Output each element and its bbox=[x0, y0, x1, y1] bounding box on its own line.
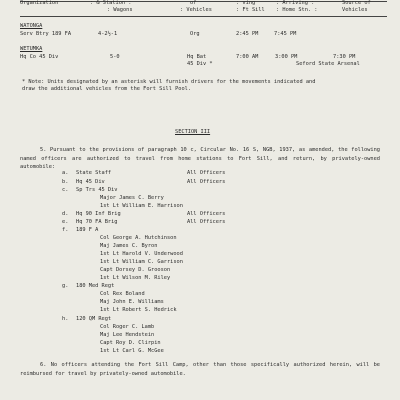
watonga-wagons: 4-2½-1 bbox=[98, 31, 118, 37]
item-unit-h: 120 QM Regt bbox=[76, 316, 112, 322]
header-col-wagons: : Wagons bbox=[107, 7, 133, 13]
f-name-1: Col George A. Hutchinson bbox=[100, 235, 177, 241]
item-unit-a: State Staff bbox=[76, 170, 112, 176]
item-unit-b: Hq 45 Div bbox=[76, 179, 105, 185]
item-auth-b: All Officers bbox=[187, 179, 226, 185]
wetumka-arrive-ftsill: 3:00 PM bbox=[275, 54, 298, 60]
asterisk-note: * Note: Units designated by an asterisk will furnish drivers for the movements indicated and draw the additional vehicles from the Fort Sill Pool. bbox=[22, 79, 316, 93]
header-top-rule bbox=[20, 1, 387, 2]
paragraph-5: 5. Pursuant to the provisions of paragraph 10 c, Circular No. 16 S, NGB, 1937, as amended, the following named officers are authorized to travel from home stations to Fort Sill, and return, by privately-owned automobile: bbox=[20, 147, 380, 171]
section-iii-heading: SECTION III bbox=[175, 129, 211, 135]
header-col-source-vehicles: Vehicles bbox=[342, 7, 368, 13]
wetumka-leave: 7:00 AM bbox=[236, 54, 259, 60]
f-name-2: Maj James C. Byron bbox=[100, 243, 158, 249]
watonga-unit: Serv Btry 189 FA bbox=[20, 31, 72, 37]
item-auth-d: All Officers bbox=[187, 211, 226, 217]
f-name-6: 1st Lt Wilson M. Riley bbox=[100, 275, 171, 281]
watonga-vehicles: Org bbox=[190, 31, 200, 37]
paragraph-6: 6. No officers attending the Fort Sill Camp, other than those specifically authorized herein, will be reimbursed for travel by privately-owned automobile. bbox=[20, 362, 380, 377]
header-col-organization: Organization bbox=[20, 0, 59, 6]
header-col-vehicles: : Vehicles bbox=[180, 7, 212, 13]
g-name-2: Maj John E. Williams bbox=[100, 299, 164, 305]
section-watonga-title: WATONGA bbox=[20, 23, 43, 29]
item-letter-c: c. bbox=[62, 187, 69, 193]
watonga-arrive: 7:45 PM bbox=[274, 31, 297, 37]
item-unit-d: Hq 90 Inf Brig bbox=[76, 211, 121, 217]
item-letter-a: a. bbox=[62, 170, 69, 176]
g-name-3: 1st Lt Robert S. Hedrick bbox=[100, 307, 177, 313]
header-col-arriving: : Arriving : bbox=[276, 0, 315, 6]
item-letter-f: f. bbox=[62, 227, 69, 233]
wetumka-wagons: 5-0 bbox=[110, 54, 120, 60]
g-name-1: Col Rex Boland bbox=[100, 291, 145, 297]
item-letter-h: h. bbox=[62, 316, 69, 322]
f-name-4: 1st Lt William C. Garrison bbox=[100, 259, 183, 265]
item-auth-e: All Officers bbox=[187, 219, 226, 225]
header-col-of: of bbox=[190, 0, 197, 6]
header-col-ftsill: : Ft Sill bbox=[236, 7, 265, 13]
header-bottom-rule bbox=[20, 16, 387, 17]
wetumka-unit: Hq Co 45 Div bbox=[20, 54, 59, 60]
item-letter-d: d. bbox=[62, 211, 69, 217]
wetumka-vehicles-2: 45 Div * bbox=[187, 61, 213, 67]
watonga-leave: 2:45 PM bbox=[236, 31, 259, 37]
wetumka-arrive-home: 7:30 PM bbox=[333, 54, 356, 60]
header-col-source: Source of bbox=[342, 0, 371, 6]
h-name-1: Col Roger C. Lamb bbox=[100, 324, 155, 330]
h-name-4: 1st Lt Carl G. McGee bbox=[100, 348, 164, 354]
item-unit-g: 180 Med Regt bbox=[76, 283, 115, 289]
section-wetumka-title: WETUMKA bbox=[20, 46, 43, 52]
wetumka-vehicles: Hq Bat bbox=[187, 54, 207, 60]
item-letter-e: e. bbox=[62, 219, 69, 225]
item-unit-e: Hq 70 FA Brig bbox=[76, 219, 118, 225]
item-letter-g: g. bbox=[62, 283, 69, 289]
h-name-3: Capt Roy D. Clirpin bbox=[100, 340, 161, 346]
f-name-5: Capt Dorsey D. Grooson bbox=[100, 267, 171, 273]
header-col-homestn: : Home Stn. : bbox=[276, 7, 318, 13]
wetumka-source: Seford State Arsenal bbox=[296, 61, 360, 67]
header-col-station: : & Station : bbox=[90, 0, 132, 6]
item-letter-b: b. bbox=[62, 179, 69, 185]
c-name-1: Major James C. Berry bbox=[100, 195, 164, 201]
header-col-ving: : ving bbox=[236, 0, 256, 6]
item-auth-a: All Officers bbox=[187, 170, 226, 176]
item-unit-f: 189 F A bbox=[76, 227, 99, 233]
item-unit-c: Sp Trs 45 Div bbox=[76, 187, 118, 193]
h-name-2: Maj Lee Hendstein bbox=[100, 332, 155, 338]
c-name-2: 1st Lt William E. Harrison bbox=[100, 203, 183, 209]
f-name-3: 1st Lt Harold V. Underwood bbox=[100, 251, 183, 257]
